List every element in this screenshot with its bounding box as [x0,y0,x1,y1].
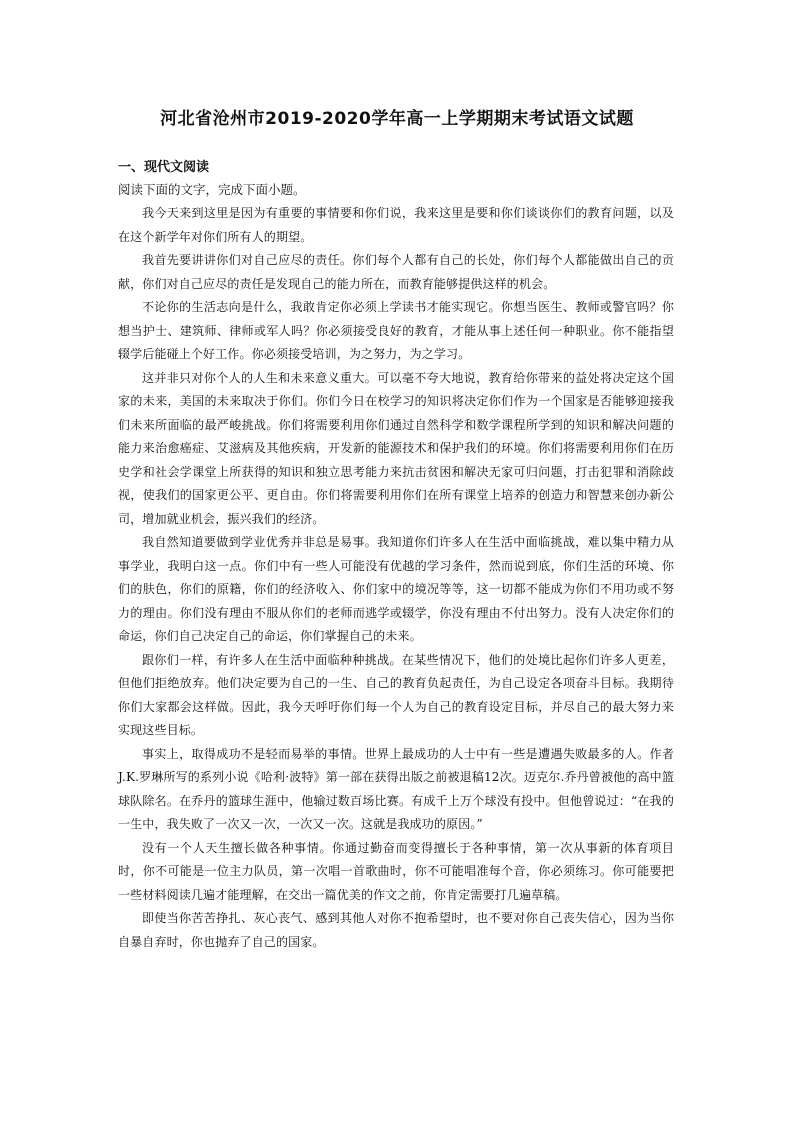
passage-paragraph: 不论你的生活志向是什么，我敢肯定你必须上学读书才能实现它。你想当医生、教师或警官吗？你想当护士、建筑师、律师或军人吗？你必须接受良好的教育，才能从事上述任何一种职业。你不能指望辍学后能碰上个好工作。你必须接受培训，为之努力，为之学习。 [118,300,674,361]
passage-paragraph: 我首先要讲讲你们对自己应尽的责任。你们每个人都有自己的长处，你们每个人都能做出自己的贡献，你们对自己应尽的责任是发现自己的能力所在，而教育能够提供这样的机会。 [118,253,674,291]
reading-passage [118,202,674,954]
passage-paragraph: 没有一个人天生擅长做各种事情。你通过勤奋而变得擅长于各种事情，第一次从事新的体育项目时，你不可能是一位主力队员，第一次唱一首歌曲时，你不可能唱准每个音，你必须练习。你可能要把一些材料阅读几遍才能理解，在交出一篇优美的作文之前，你肯定需要打几遍草稿。 [118,840,674,902]
document-title: 河北省沧州市2019-2020学年高一上学期期末考试语文试题 [160,109,634,129]
passage-paragraph: 跟你们一样，有许多人在生活中面临种种挑战。在某些情况下，他们的处境比起你们许多人更差，但他们拒绝放弃。他们决定要为自己的一生、自己的教育负起责任，为自己设定各项奋斗目标。我期待你们大家都会这样做。因此，我今天呼吁你们每一个人为自己的教育设定目标，并尽自己的最大努力来实现这些目标。 [118,652,674,737]
passage-paragraph: 这并非只对你个人的人生和未来意义重大。可以毫不夸大地说，教育给你带来的益处将决定这个国家的未来，美国的未来取决于你们。你们今日在校学习的知识将决定你们作为一个国家是否能够迎接我们未来所面临的最严峻挑战。你们将需要利用你们通过自然科学和数学课程所学到的知识和解决问题的能力来治愈癌症、艾滋病及其他疾病，开发新的能源技术和保护我们的环境。你们将需要利用你们在历史学和社会学课堂上所获得的知识和独立思考能力来抗击贫困和解决无家可归问题，打击犯罪和消除歧视，使我们的国家更公平、更自由。你们将需要利用你们在所有课堂上培养的创造力和智慧来创办新公司，增加就业机会，振兴我们的经济。 [118,370,674,526]
passage-paragraph: 我自然知道要做到学业优秀并非总是易事。我知道你们许多人在生活中面临挑战，难以集中精力从事学业，我明白这一点。你们中有一些人可能没有优越的学习条件，然而说到底，你们生活的环境、你们的肤色，你们的原籍，你们的经济收入、你们家中的境况等等，这一切都不能成为你们不用功或不努力的理由。你们没有理由不服从你们的老师而逃学或辍学，你没有理由不付出努力。没有人决定你们的命运，你们自己决定自己的命运，你们掌握自己的未来。 [118,535,674,643]
passage-paragraph: 即使当你苦苦挣扎、灰心丧气、感到其他人对你不抱希望时，也不要对你自己丧失信心，因为当你自暴自弃时，你也抛弃了自己的国家。 [118,911,674,949]
document-body [118,157,674,954]
passage-paragraph: 我今天来到这里是因为有重要的事情要和你们说，我来这里是要和你们谈谈你们的教育问题，以及在这个新学年对你们所有人的期望。 [118,206,674,244]
passage-paragraph: 事实上，取得成功不是轻而易举的事情。世界上最成功的人士中有一些是遭遇失败最多的人。作者J.K.罗琳所写的系列小说《哈利·波特》第一部在获得出版之前被退稿12次。迈克尔.乔丹曾被他的高中篮球队除名。在乔丹的篮球生涯中，他输过数百场比赛。有成千上万个球没有投中。但他曾说过：“在我的一生中，我失败了一次又一次，一次又一次。这就是我成功的原因。” [118,746,674,831]
reading-instruction: 阅读下面的文字，完成下面小题。 [118,182,306,197]
section-heading: 一、现代文阅读 [118,160,210,175]
